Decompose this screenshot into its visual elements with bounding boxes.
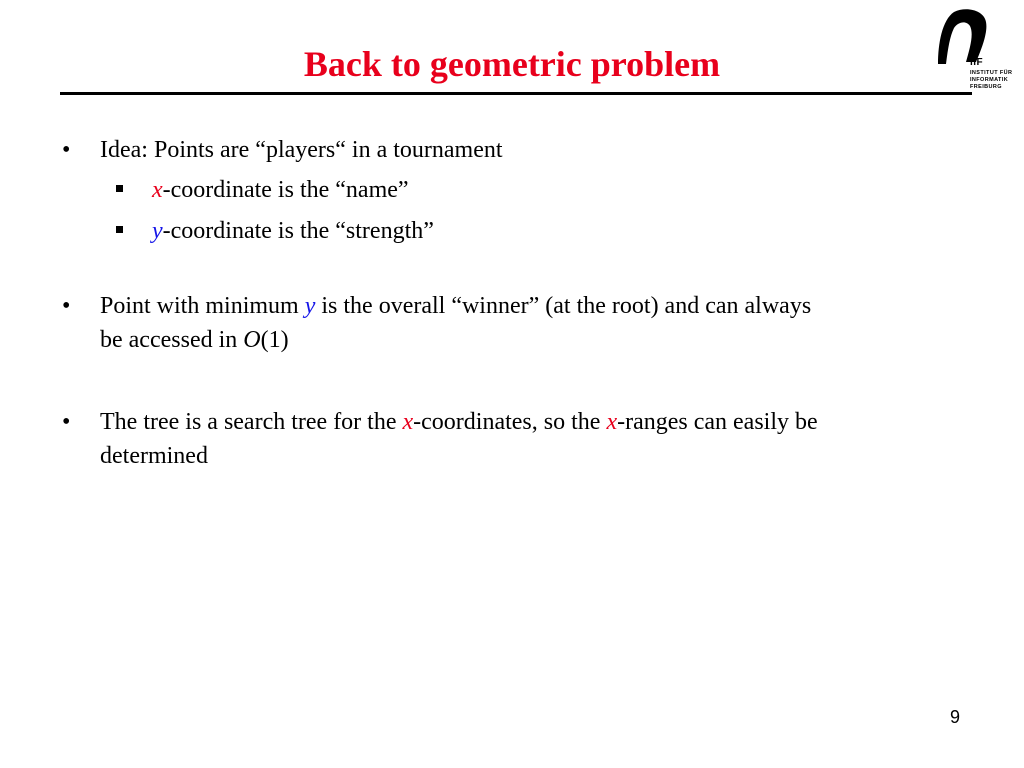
- logo-org-name: IIF: [970, 57, 984, 68]
- sub-bullet-1-rest: -coordinate is the “name”: [162, 177, 409, 203]
- sub-bullet-1-text: [152, 173, 409, 207]
- sub-bullet-2-text: [152, 214, 434, 248]
- logo-line-2: INFORMATIK: [970, 77, 1009, 83]
- sub-bullet-2-var: y: [152, 218, 163, 244]
- bullet-3-part-3: -ranges can easily be: [617, 409, 818, 435]
- bullet-dot-3: •: [62, 409, 71, 435]
- bullet-2-var: y: [304, 293, 316, 319]
- bullet-3-part-1: The tree is a search tree for the: [100, 409, 403, 435]
- logo-line-3: FREIBURG: [970, 84, 1002, 90]
- sub-bullet-1-var: x: [152, 177, 163, 203]
- bullet-3-line-2: determined: [100, 443, 208, 469]
- bullet-3-var-1: x: [402, 409, 414, 435]
- logo-line-1: INSTITUT FÜR: [970, 70, 1013, 76]
- slide-title: Back to geometric problem: [303, 44, 721, 84]
- bullet-2-part-1: Point with minimum: [100, 293, 305, 319]
- bullet-dot-1: •: [62, 137, 71, 163]
- bullet-3-var-2: x: [606, 409, 618, 435]
- bullet-1-text: Idea: Points are “players“ in a tournament: [100, 137, 503, 163]
- bullet-3-line-1: [100, 405, 818, 439]
- bullet-2-part-2: is the overall “winner” (at the root) and can always: [315, 293, 812, 319]
- bullet-2-line-2: [100, 323, 289, 357]
- sub-bullet-2-rest: -coordinate is the “strength”: [162, 218, 434, 244]
- sub-bullet-square-1: [116, 185, 123, 192]
- bullet-2-line-1: [100, 289, 811, 323]
- bullet-3-part-2: -coordinates, so the: [413, 409, 607, 435]
- page-number: 9: [949, 707, 960, 727]
- bullet-2-line-2-var: O: [243, 327, 261, 353]
- title-divider: [60, 92, 972, 95]
- iif-logo: [936, 8, 1016, 92]
- bullet-dot-2: •: [62, 293, 71, 319]
- bullet-2-line-2-part-2: (1): [260, 327, 289, 353]
- bullet-2-line-2-part-1: be accessed in: [100, 327, 244, 353]
- sub-bullet-square-2: [116, 226, 123, 233]
